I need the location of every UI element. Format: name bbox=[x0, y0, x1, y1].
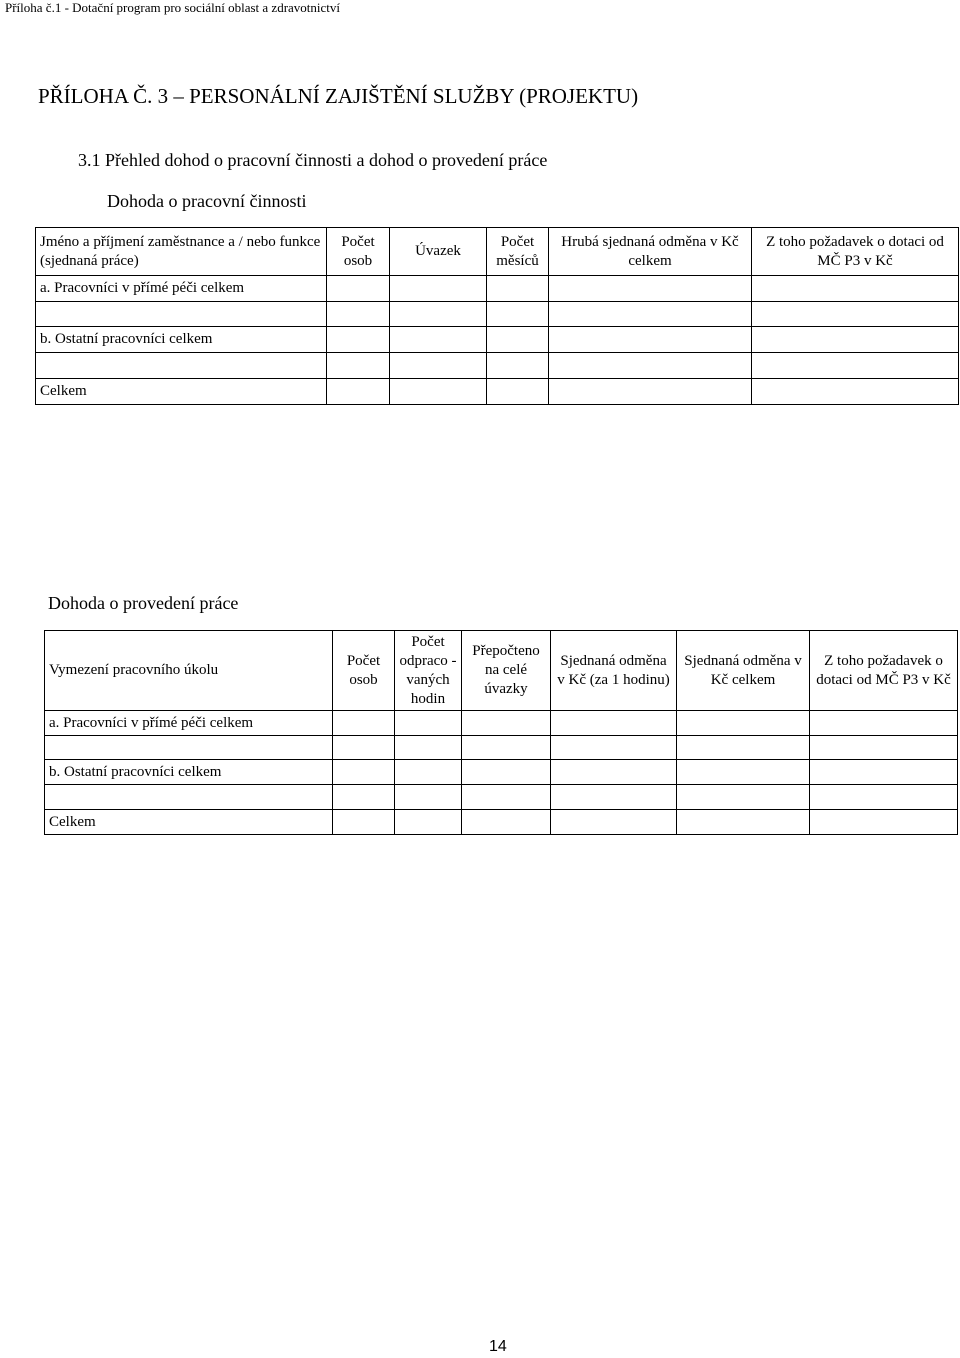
dpc-cell[interactable] bbox=[327, 353, 390, 379]
dpc-cell[interactable] bbox=[752, 379, 959, 405]
dpp-cell[interactable] bbox=[677, 760, 810, 785]
dpc-row-b bbox=[36, 327, 959, 353]
dpc-row-a bbox=[36, 276, 959, 302]
dpc-row-a-blank bbox=[36, 302, 959, 327]
dpc-header-workload: Úvazek bbox=[390, 228, 487, 276]
dpc-cell[interactable] bbox=[390, 353, 487, 379]
dpc-cell[interactable] bbox=[487, 327, 549, 353]
dpp-header-hourly-pay: Sjednaná odměna v Kč (za 1 hodinu) bbox=[551, 631, 677, 711]
dpp-header-task: Vymezení pracovního úkolu bbox=[45, 631, 333, 711]
dpc-cell[interactable] bbox=[752, 353, 959, 379]
dpp-cell[interactable] bbox=[395, 711, 462, 736]
dpc-cell[interactable] bbox=[549, 379, 752, 405]
dpp-cell[interactable] bbox=[333, 760, 395, 785]
dpc-table bbox=[35, 227, 959, 405]
dpc-title: Dohoda o pracovní činnosti bbox=[107, 191, 307, 211]
page-number: 14 bbox=[489, 1338, 507, 1355]
dpp-cell[interactable] bbox=[810, 810, 958, 835]
dpp-cell[interactable] bbox=[551, 711, 677, 736]
dpp-header-total-pay: Sjednaná odměna v Kč celkem bbox=[677, 631, 810, 711]
dpp-cell[interactable] bbox=[45, 736, 333, 760]
dpp-cell[interactable] bbox=[551, 736, 677, 760]
dpp-cell[interactable] bbox=[462, 736, 551, 760]
dpp-cell[interactable] bbox=[810, 785, 958, 810]
dpp-cell[interactable] bbox=[462, 785, 551, 810]
dpp-total-label: Celkem bbox=[45, 810, 333, 835]
dpc-cell[interactable] bbox=[327, 276, 390, 302]
dpc-cell[interactable] bbox=[390, 379, 487, 405]
dpp-cell[interactable] bbox=[333, 711, 395, 736]
dpc-cell[interactable] bbox=[752, 276, 959, 302]
dpp-cell[interactable] bbox=[551, 760, 677, 785]
dpp-cell[interactable] bbox=[810, 760, 958, 785]
section-title: 3.1 Přehled dohod o pracovní činnosti a dohod o provedení práce bbox=[78, 150, 548, 170]
dpc-cell[interactable] bbox=[752, 302, 959, 327]
dpc-cell[interactable] bbox=[327, 302, 390, 327]
dpc-header-grant-request: Z toho požadavek o dotaci od MČ P3 v Kč bbox=[752, 228, 959, 276]
dpc-cell[interactable] bbox=[327, 379, 390, 405]
dpc-row-a-label: a. Pracovníci v přímé péči celkem bbox=[36, 276, 327, 302]
dpp-cell[interactable] bbox=[551, 810, 677, 835]
dpp-cell[interactable] bbox=[395, 785, 462, 810]
dpc-row-total bbox=[36, 379, 959, 405]
dpp-cell[interactable] bbox=[395, 810, 462, 835]
dpp-header-persons: Počet osob bbox=[333, 631, 395, 711]
dpp-header-fte: Přepočteno na celé úvazky bbox=[462, 631, 551, 711]
dpc-cell[interactable] bbox=[549, 276, 752, 302]
page-title: PŘÍLOHA Č. 3 – PERSONÁLNÍ ZAJIŠTĚNÍ SLUŽBY (PROJEKTU) bbox=[38, 84, 639, 108]
dpp-table bbox=[44, 630, 958, 835]
dpp-cell[interactable] bbox=[810, 711, 958, 736]
dpc-cell[interactable] bbox=[390, 302, 487, 327]
dpp-cell[interactable] bbox=[333, 810, 395, 835]
dpc-header-gross-pay: Hrubá sjednaná odměna v Kč celkem bbox=[549, 228, 752, 276]
dpp-row-b-label: b. Ostatní pracovníci celkem bbox=[45, 760, 333, 785]
dpp-row-b bbox=[45, 760, 958, 785]
dpc-cell[interactable] bbox=[487, 353, 549, 379]
dpp-cell[interactable] bbox=[395, 736, 462, 760]
dpc-row-b-label: b. Ostatní pracovníci celkem bbox=[36, 327, 327, 353]
dpc-header-row bbox=[36, 228, 959, 276]
dpp-row-a bbox=[45, 711, 958, 736]
dpc-cell[interactable] bbox=[752, 327, 959, 353]
dpp-cell[interactable] bbox=[462, 810, 551, 835]
dpp-title: Dohoda o provedení práce bbox=[48, 593, 239, 613]
dpp-cell[interactable] bbox=[462, 760, 551, 785]
dpc-cell[interactable] bbox=[327, 327, 390, 353]
dpp-cell[interactable] bbox=[462, 711, 551, 736]
dpp-row-total bbox=[45, 810, 958, 835]
dpc-cell[interactable] bbox=[390, 276, 487, 302]
dpc-cell[interactable] bbox=[36, 302, 327, 327]
dpp-cell[interactable] bbox=[333, 785, 395, 810]
dpp-cell[interactable] bbox=[677, 810, 810, 835]
dpp-row-a-blank bbox=[45, 736, 958, 760]
dpc-total-label: Celkem bbox=[36, 379, 327, 405]
running-header: Příloha č.1 - Dotační program pro sociální oblast a zdravotnictví bbox=[5, 0, 341, 15]
dpp-cell[interactable] bbox=[551, 785, 677, 810]
dpp-cell[interactable] bbox=[810, 736, 958, 760]
dpc-header-name: Jméno a příjmení zaměstnance a / nebo funkce (sjednaná práce) bbox=[36, 228, 327, 276]
dpc-cell[interactable] bbox=[487, 379, 549, 405]
dpp-cell[interactable] bbox=[677, 736, 810, 760]
dpp-row-a-label: a. Pracovníci v přímé péči celkem bbox=[45, 711, 333, 736]
dpc-cell[interactable] bbox=[487, 276, 549, 302]
dpp-cell[interactable] bbox=[677, 785, 810, 810]
dpp-header-hours: Počet odpraco -vaných hodin bbox=[395, 631, 462, 711]
dpp-header-row bbox=[45, 631, 958, 711]
dpp-row-b-blank bbox=[45, 785, 958, 810]
dpp-cell[interactable] bbox=[333, 736, 395, 760]
dpc-cell[interactable] bbox=[549, 327, 752, 353]
dpp-cell[interactable] bbox=[395, 760, 462, 785]
dpc-cell[interactable] bbox=[487, 302, 549, 327]
dpc-cell[interactable] bbox=[549, 302, 752, 327]
dpc-header-persons: Počet osob bbox=[327, 228, 390, 276]
dpc-cell[interactable] bbox=[390, 327, 487, 353]
dpc-row-b-blank bbox=[36, 353, 959, 379]
dpc-cell[interactable] bbox=[549, 353, 752, 379]
dpc-cell[interactable] bbox=[36, 353, 327, 379]
dpp-cell[interactable] bbox=[45, 785, 333, 810]
dpp-header-grant-request: Z toho požadavek o dotaci od MČ P3 v Kč bbox=[810, 631, 958, 711]
dpp-cell[interactable] bbox=[677, 711, 810, 736]
dpc-header-months: Počet měsíců bbox=[487, 228, 549, 276]
